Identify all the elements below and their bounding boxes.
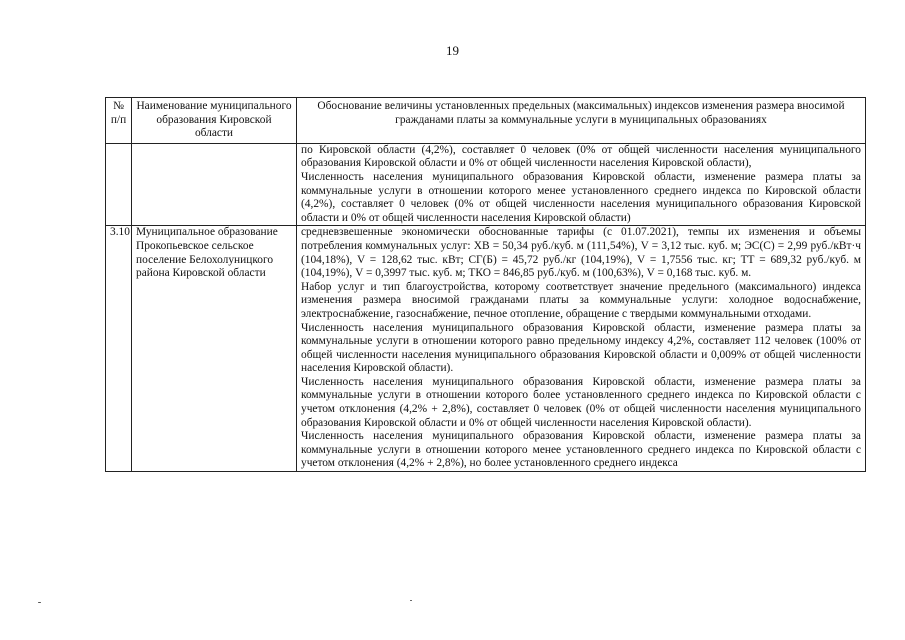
paragraph: средневзвешенные экономически обоснованные тарифы (с 01.07.2021), темпы их изменения и объемы потребления коммунальных услуг: ХВ = 50,34 руб./куб. м (111,54%), V = 3,12 тыс. куб. м; ЭС(С) = 2,99 руб./кВт·ч (104,18%), V = 128,62 тыс. кВт; СГ(Б) = 45,72 руб./кг (104,19%), V = 1,7556 тыс. кг; ТТ = 689,32 руб./куб. м (104,19%), V = 0,3997 тыс. куб. м; ТКО = 846,85 руб./куб. м (100,63%), V = 0,168 тыс. куб. м. — [301, 226, 861, 280]
table-row — [106, 143, 866, 226]
paragraph: Численность населения муниципального образования Кировской области, изменение размера платы за коммунальные услуги в отношении которого равно предельному индексу 4,2%, составляет 112 человек (100% от общей численности населения муниципального образования Кировской области и 0,009% от общей численности населения Кировской области). — [301, 321, 861, 375]
row-num — [106, 143, 132, 226]
row-num: 3.10 — [106, 226, 132, 472]
header-justification: Обоснование величины установленных предельных (максимальных) индексов изменения размера вносимой гражданами платы за коммунальные услуги в муниципальных образованиях — [297, 98, 866, 144]
scan-artifact — [410, 600, 412, 601]
paragraph: Набор услуг и тип благоустройства, которому соответствует значение предельного (максимального) индекса изменения размера вносимой гражданами платы за коммунальные услуги: холодное водоснабжение, электроснабжение, газоснабжение, печное отопление, обращение с твердыми коммунальными отходами. — [301, 280, 861, 320]
row-justification — [297, 143, 866, 226]
paragraph: по Кировской области (4,2%), составляет 0 человек (0% от общей численности населения муниципального образования Кировской области и 0% от общей численности населения Кировской области), — [301, 143, 861, 170]
table-header-row — [106, 98, 866, 144]
row-municipality: Муниципальное образование Прокопьевское сельское поселение Белохолуницкого района Кировской области — [132, 226, 297, 472]
paragraph: Численность населения муниципального образования Кировской области, изменение размера платы за коммунальные услуги в отношении которого менее установленного среднего индекса по Кировской области с учетом отклонения (4,2% + 2,8%), но более установленного среднего индекса — [301, 430, 861, 470]
table-row — [106, 226, 866, 472]
paragraph: Численность населения муниципального образования Кировской области, изменение размера платы за коммунальные услуги в отношении которого менее установленного среднего индекса по Кировской области (4,2%), составляет 0 человек (0% от общей численности населения муниципального образования Кировской области и 0% от общей численности населения Кировской области) — [301, 170, 861, 224]
page-number: 19 — [446, 43, 459, 58]
row-justification — [297, 226, 866, 472]
indices-table — [105, 97, 866, 472]
row-municipality — [132, 143, 297, 226]
scan-artifact — [38, 602, 41, 603]
header-num: № п/п — [106, 98, 132, 144]
header-municipality: Наименование муниципального образования Кировской области — [132, 98, 297, 144]
paragraph: Численность населения муниципального образования Кировской области, изменение размера платы за коммунальные услуги в отношении которого более установленного среднего индекса по Кировской области с учетом отклонения (4,2% + 2,8%), составляет 0 человек (0% от общей численности населения муниципального образования Кировской области и 0% от общей численности населения Кировской области). — [301, 375, 861, 429]
